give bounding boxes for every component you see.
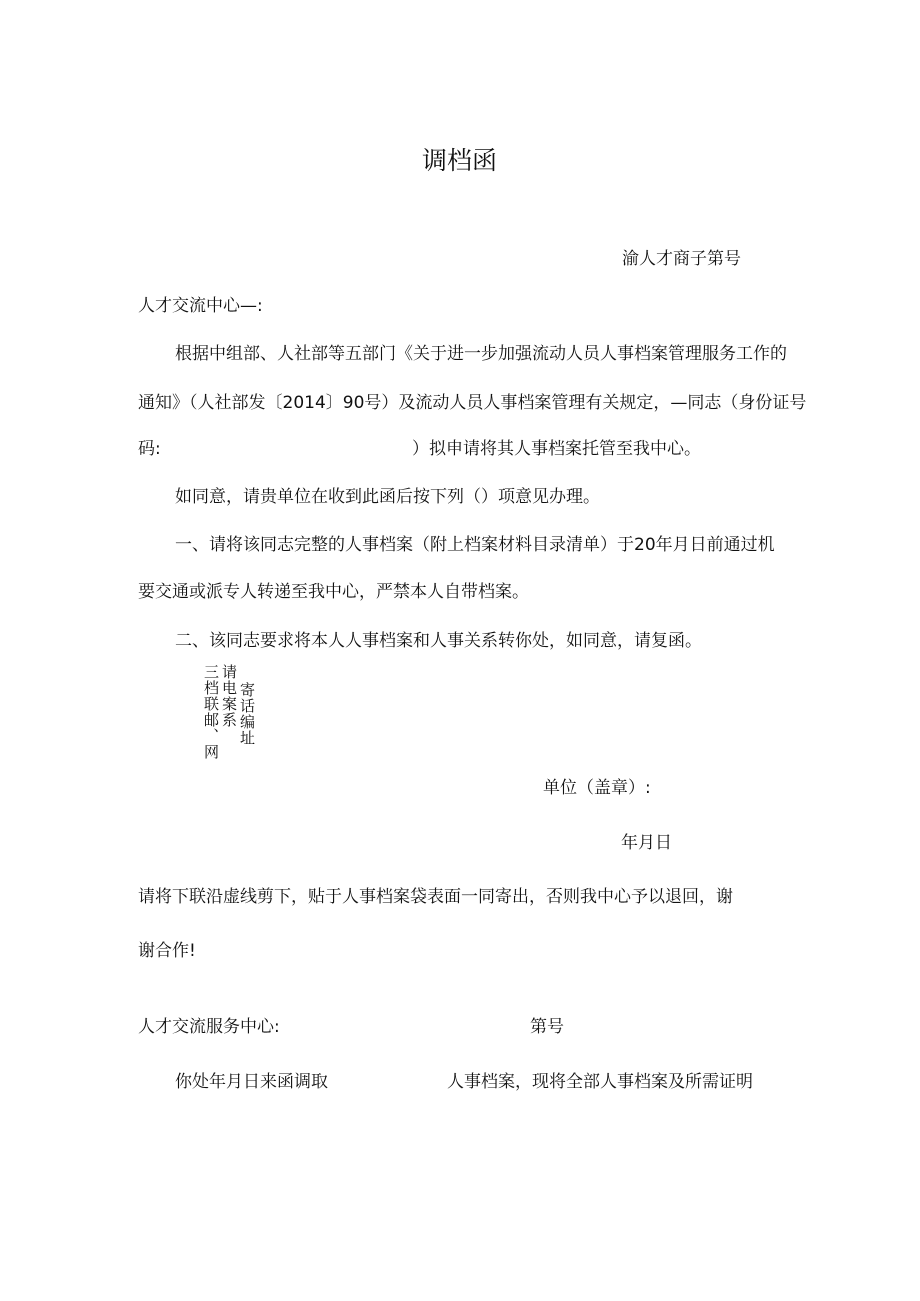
signature-unit: 单位（盖章）: (543, 778, 651, 798)
document-title: 调档函 (422, 146, 498, 175)
body-line-3-suffix: ）拟申请将其人事档案托管至我中心。 (412, 439, 701, 459)
stub-recipient: 人才交流服务中心: (138, 1017, 280, 1037)
item-2: 二、该同志要求将本人人事档案和人事关系转你处，如同意，请复函。 (175, 631, 702, 651)
item-1-line-1: 一、请将该同志完整的人事档案（附上档案材料目录清单）于20年月日前通过机 (175, 535, 775, 555)
signature-date: 年月日 (621, 833, 672, 853)
stub-text-right: 人事档案，现将全部人事档案及所需证明 (447, 1072, 753, 1092)
body-line-2: 通知》（人社部发〔2014〕90号）及流动人员人事档案管理有关规定，—同志（身份证号 (138, 393, 807, 413)
vertical-text-col-1: 三档联邮、网 (202, 664, 220, 760)
recipient-line: 人才交流中心—: (138, 296, 263, 316)
cut-note-line-2: 谢合作! (138, 941, 196, 961)
cut-note-line-1: 请将下联沿虚线剪下，贴于人事档案袋表面一同寄出，否则我中心予以退回，谢 (138, 887, 733, 907)
vertical-text-col-3: 寄话编址 (238, 682, 256, 746)
stub-number: 第号 (530, 1017, 564, 1037)
stub-text-left: 你处年月日来函调取 (175, 1072, 328, 1092)
item-1-line-2: 要交通或派专人转递至我中心，严禁本人自带档案。 (138, 582, 529, 602)
body-line-1: 根据中组部、人社部等五部门《关于进一步加强流动人员人事档案管理服务工作的 (175, 344, 787, 364)
vertical-text-col-2: 请电案系 (220, 664, 238, 728)
body-line-4: 如同意，请贵单位在收到此函后按下列（）项意见办理。 (175, 487, 600, 507)
body-line-3-prefix: 码: (138, 439, 161, 459)
reference-number: 渝人才商子第号 (622, 249, 741, 269)
